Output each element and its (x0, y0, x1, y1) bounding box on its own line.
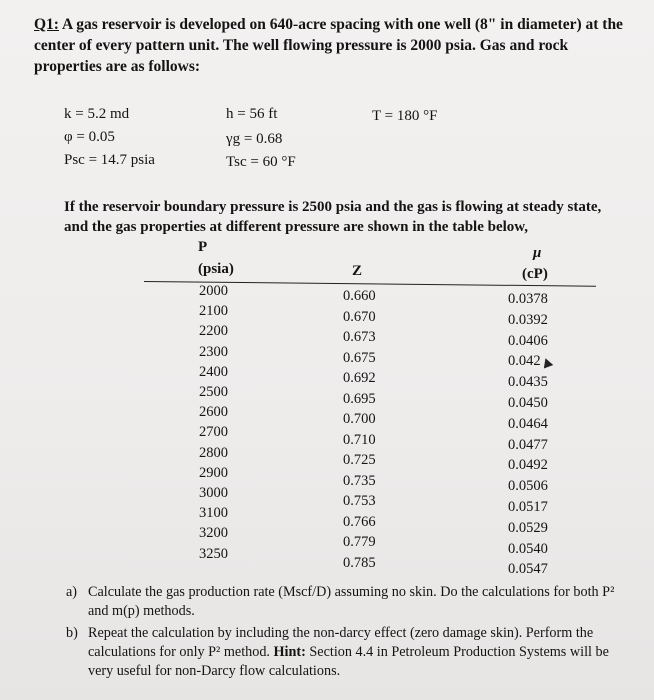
header-mu-unit: (cP) (522, 266, 548, 282)
cell-z: 0.785 (343, 554, 376, 571)
cell-z: 0.753 (343, 493, 376, 509)
task-a-text: Calculate the gas production rate (Mscf/D) assuming no skin. Do the calculations for both P² and m(p) methods. (88, 584, 615, 619)
cell-z: 0.735 (343, 472, 376, 489)
property-psc: Psc = 14.7 psia (64, 152, 155, 168)
cell-z: 0.779 (343, 534, 376, 550)
header-mu-symbol: μ (533, 245, 542, 261)
task-b (66, 624, 618, 681)
cell-mu: 0.0477 (508, 436, 548, 453)
question-body: A gas reservoir is developed on 640-acre spacing with one well (8" in diameter) at the center of every pattern unit. The well flowing pressure is 2000 psia. Gas and rock properties are as follows: (34, 16, 623, 75)
cell-z: 0.660 (343, 288, 376, 304)
cell-z: 0.695 (343, 390, 376, 407)
property-porosity: φ = 0.05 (64, 129, 115, 145)
header-p-unit: (psia) (198, 261, 234, 277)
cell-pressure: 2400 (199, 363, 228, 380)
property-permeability: k = 5.2 md (64, 106, 130, 122)
task-b-hint-label: Hint: (273, 644, 306, 660)
task-a (66, 583, 618, 621)
cell-z: 0.725 (343, 452, 376, 468)
header-z: Z (352, 263, 363, 279)
cell-pressure: 2300 (199, 343, 228, 360)
question-text (34, 14, 634, 77)
property-tsc: Tsc = 60 °F (226, 154, 296, 170)
question-label: Q1: (34, 16, 59, 33)
table-intro: If the reservoir boundary pressure is 2500 psia and the gas is flowing at steady state, and the gas properties at different pressure are shown in the table below, (64, 199, 602, 235)
cell-mu: 0.0464 (508, 415, 548, 432)
cell-pressure: 2600 (199, 404, 228, 421)
property-gas-gravity: γg = 0.68 (226, 131, 283, 147)
cell-mu: 0.042 (508, 353, 552, 370)
cell-z: 0.692 (343, 370, 376, 386)
cell-z: 0.766 (343, 513, 376, 530)
cell-mu: 0.0392 (508, 311, 548, 328)
cell-mu: 0.0529 (508, 519, 548, 536)
cell-pressure: 2500 (199, 384, 228, 400)
cell-pressure: 2200 (199, 323, 228, 340)
cell-pressure: 2700 (199, 424, 228, 441)
cell-mu: 0.0547 (508, 561, 548, 578)
cell-z: 0.710 (343, 431, 376, 448)
cell-mu: 0.0450 (508, 395, 548, 411)
cell-z: 0.670 (343, 308, 376, 325)
cell-mu: 0.0435 (508, 374, 548, 391)
cell-pressure: 3250 (199, 545, 228, 562)
header-p-symbol: P (198, 239, 208, 255)
cell-mu: 0.0540 (508, 540, 548, 557)
property-thickness: h = 56 ft (226, 106, 278, 122)
task-b-hint-text: Section 4.4 in Petroleum Production Systems will be very useful for non-Darcy flow calculations. (88, 644, 609, 679)
cell-mu: 0.0406 (508, 332, 548, 349)
task-b-text: Repeat the calculation by including the non-darcy effect (zero damage skin). Perform the calculations for only P² method. (88, 625, 594, 660)
property-temperature: T = 180 °F (372, 108, 438, 124)
cell-pressure: 2100 (199, 303, 228, 320)
task-a-marker: a) (66, 584, 78, 600)
cell-z: 0.675 (343, 349, 376, 366)
cell-pressure: 3000 (199, 485, 228, 501)
cell-z: 0.673 (343, 329, 376, 345)
mouse-cursor-icon (540, 356, 552, 368)
cell-pressure: 2900 (199, 464, 228, 481)
cell-pressure: 3100 (199, 505, 228, 522)
cell-mu: 0.0506 (508, 478, 548, 495)
cell-mu: 0.0378 (508, 291, 548, 307)
cell-pressure: 2800 (199, 444, 228, 461)
cell-z: 0.700 (343, 411, 376, 427)
task-b-marker: b) (66, 625, 78, 641)
cell-pressure: 3200 (199, 525, 228, 542)
cell-mu: 0.0517 (508, 499, 548, 515)
cell-pressure: 2000 (199, 283, 228, 299)
cell-mu: 0.0492 (508, 457, 548, 474)
